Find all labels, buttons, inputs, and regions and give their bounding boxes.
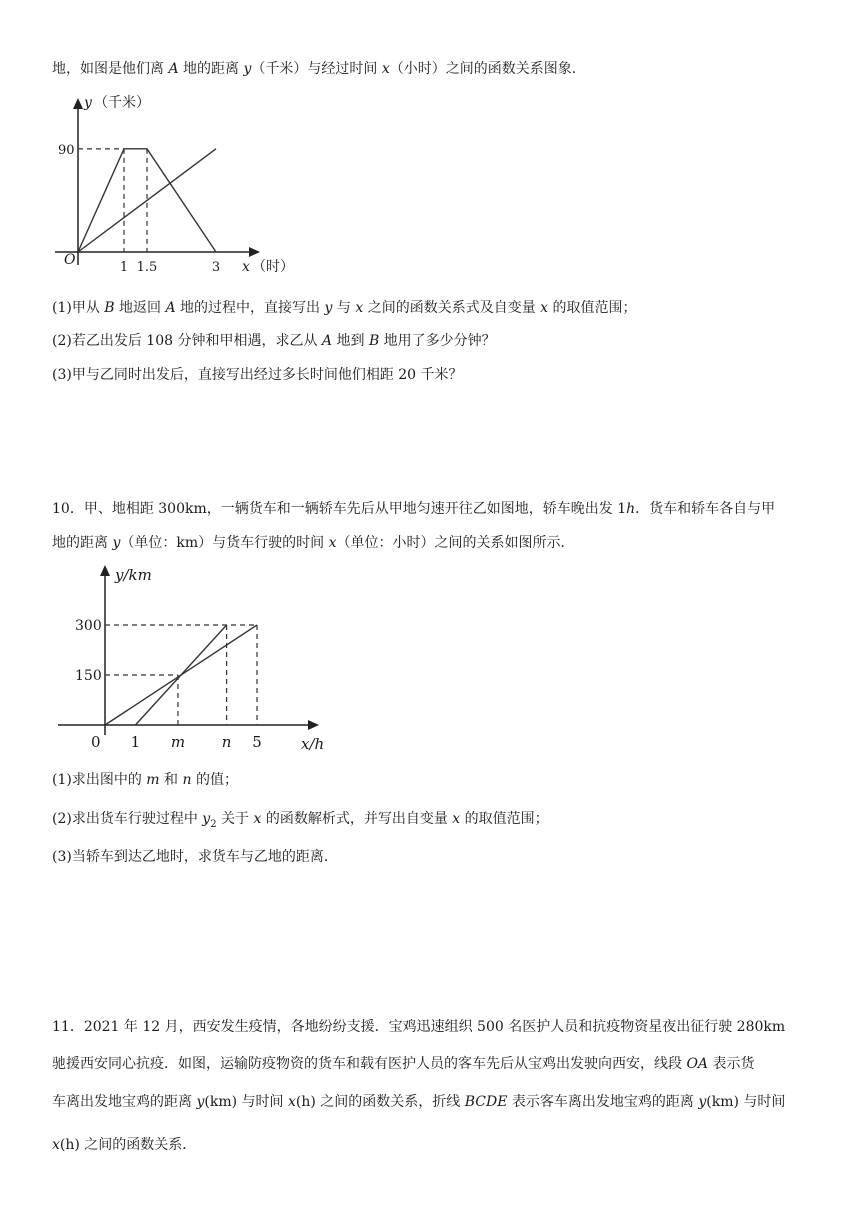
q11-text: 驰援西安同心抗疫．如图，运输防疫物资的货车和载有医护人员的客车先后从宝鸡出发驶向西安，线段 — [52, 1056, 687, 1072]
q9-intro-text: （千米）与经过时间 — [251, 61, 382, 77]
q9-sub1 — [52, 299, 637, 317]
x-tick-label: m — [170, 733, 186, 751]
var-m: m — [146, 772, 160, 788]
series-line-2 — [78, 149, 216, 252]
y-tick-label: 300 — [75, 618, 102, 635]
var-a: A — [168, 61, 179, 77]
var-x: x — [287, 1094, 296, 1110]
x-axis-label: x/h — [301, 735, 325, 753]
var-h: h — [626, 501, 636, 517]
x-tick-label: 1 — [130, 733, 141, 751]
q11-line3 — [52, 1093, 785, 1111]
x-tick-label: 1.5 — [136, 260, 158, 275]
q9-sub1-text: 的取值范围； — [548, 300, 637, 316]
q11-text: 车离出发地宝鸡的距离 — [52, 1094, 197, 1110]
q9-sub2-text: (2)若乙出发后 108 分钟和甲相遇，求乙从 — [52, 333, 322, 349]
q10-sub3: (3)当轿车到达乙地时，求货车与乙地的距离． — [52, 849, 338, 865]
x-tick-label: n — [221, 733, 232, 751]
q11-line2 — [52, 1055, 755, 1073]
y-axis-var: y — [84, 95, 92, 111]
q9-sub1-text: 与 — [332, 300, 356, 316]
q10-text: （单位：小时）之间的关系如图所示． — [336, 535, 575, 551]
unit-km: (km) — [706, 1094, 739, 1110]
q10-line2 — [52, 534, 575, 552]
var-x: x — [381, 61, 390, 77]
var-y: y — [202, 811, 211, 827]
y-axis-unit: （千米） — [94, 95, 150, 111]
q9-sub1-text: 地返回 — [114, 300, 166, 316]
y-tick-label: 90 — [58, 142, 75, 158]
var-y: y — [324, 300, 333, 316]
x-axis-arrow-icon — [249, 247, 260, 257]
q11-text: 表示客车离出发地宝鸡的距离 — [507, 1094, 699, 1110]
q11-line4 — [52, 1136, 196, 1154]
q9-distance-time-graph — [40, 95, 300, 275]
origin-label: 0 — [91, 733, 101, 751]
q10-line1 — [52, 500, 775, 518]
q9-sub1-text: 之间的函数关系式及自变量 — [363, 300, 541, 316]
series-line-2 — [135, 625, 226, 725]
x-axis-var: x — [242, 259, 250, 275]
var-x: x — [355, 300, 364, 316]
q10-text: ．货车和轿车各自与甲 — [635, 501, 776, 517]
y-axis-arrow-icon — [100, 565, 110, 576]
var-b: B — [104, 300, 115, 316]
x-axis-unit: （时） — [252, 259, 294, 275]
x-tick-label: 1 — [119, 260, 129, 275]
q10-sub1-text: 的值； — [191, 772, 238, 788]
q9-sub3: (3)甲与乙同时出发后，直接写出经过多长时间他们相距 20 千米？ — [52, 367, 463, 383]
q10-sub2-text: 的函数解析式，并写出自变量 — [261, 811, 453, 827]
var-y: y — [196, 1094, 205, 1110]
var-y: y — [243, 61, 252, 77]
unit-h: (h) — [59, 1137, 80, 1153]
x-tick-label: 3 — [211, 260, 221, 275]
unit-h: (h) — [295, 1094, 316, 1110]
q11-text: 与时间 — [237, 1094, 288, 1110]
var-x: x — [452, 811, 461, 827]
q11-text: 之间的函数关系． — [79, 1137, 197, 1153]
q9-sub2-text: 地用了多少分钟？ — [379, 333, 496, 349]
y-axis-label: y/km — [115, 566, 152, 584]
q9-sub2-text: 地到 — [332, 333, 369, 349]
q11-text: 之间的函数关系，折线 — [315, 1094, 465, 1110]
var-b: B — [368, 333, 380, 349]
var-oa: OA — [686, 1056, 709, 1072]
q10-text: 地的距离 — [52, 535, 113, 551]
q10-sub1 — [52, 771, 238, 789]
q10-distance-time-graph — [55, 560, 345, 755]
q11-text: 与时间 — [738, 1094, 786, 1110]
q9-intro-text: 地的距离 — [178, 61, 244, 77]
q11-line1: 11．2021 年 12 月，西安发生疫情，各地纷纷支援．宝鸡迅速组织 500 名医护人员和抗疫物资星夜出征行驶 280km — [52, 1019, 786, 1035]
q10-sub2 — [52, 810, 549, 834]
var-y: y — [698, 1094, 707, 1110]
var-x: x — [540, 300, 549, 316]
var-a: A — [321, 333, 333, 349]
y-axis-arrow-icon — [73, 98, 83, 109]
q9-sub1-text: (1)甲从 — [52, 300, 105, 316]
unit-km: (km) — [204, 1094, 238, 1110]
q10-sub2-text: 关于 — [216, 811, 254, 827]
subscript: 2 — [210, 818, 217, 830]
q10-sub2-text: (2)求出货车行驶过程中 — [52, 811, 203, 827]
var-x: x — [52, 1137, 60, 1153]
q9-intro — [52, 60, 586, 78]
q9-intro-text: （小时）之间的函数关系图象． — [389, 61, 586, 77]
q9-sub2 — [52, 332, 496, 350]
origin-label: O — [64, 252, 76, 268]
x-axis-arrow-icon — [308, 720, 319, 730]
var-n: n — [182, 772, 192, 788]
var-x: x — [253, 811, 262, 827]
q10-sub1-text: (1)求出图中的 — [52, 772, 147, 788]
x-tick-label: 5 — [252, 733, 262, 751]
q9-intro-text: 地，如图是他们离 — [52, 61, 169, 77]
q10-text: 10．甲、地相距 300km，一辆货车和一辆轿车先后从甲地匀速开往乙如图地，轿车晚出发 1 — [52, 501, 627, 517]
var-x: x — [328, 535, 337, 551]
q11-text: 表示货 — [708, 1056, 755, 1072]
q10-sub2-text: 的取值范围； — [460, 811, 549, 827]
q10-text: （单位：km）与货车行驶的时间 — [120, 535, 329, 551]
q9-sub1-text: 地的过程中，直接写出 — [175, 300, 325, 316]
var-bcde: BCDE — [464, 1094, 508, 1110]
q10-sub1-text: 和 — [159, 772, 183, 788]
var-a: A — [165, 300, 176, 316]
y-tick-label: 150 — [75, 668, 102, 685]
var-y: y — [112, 535, 121, 551]
